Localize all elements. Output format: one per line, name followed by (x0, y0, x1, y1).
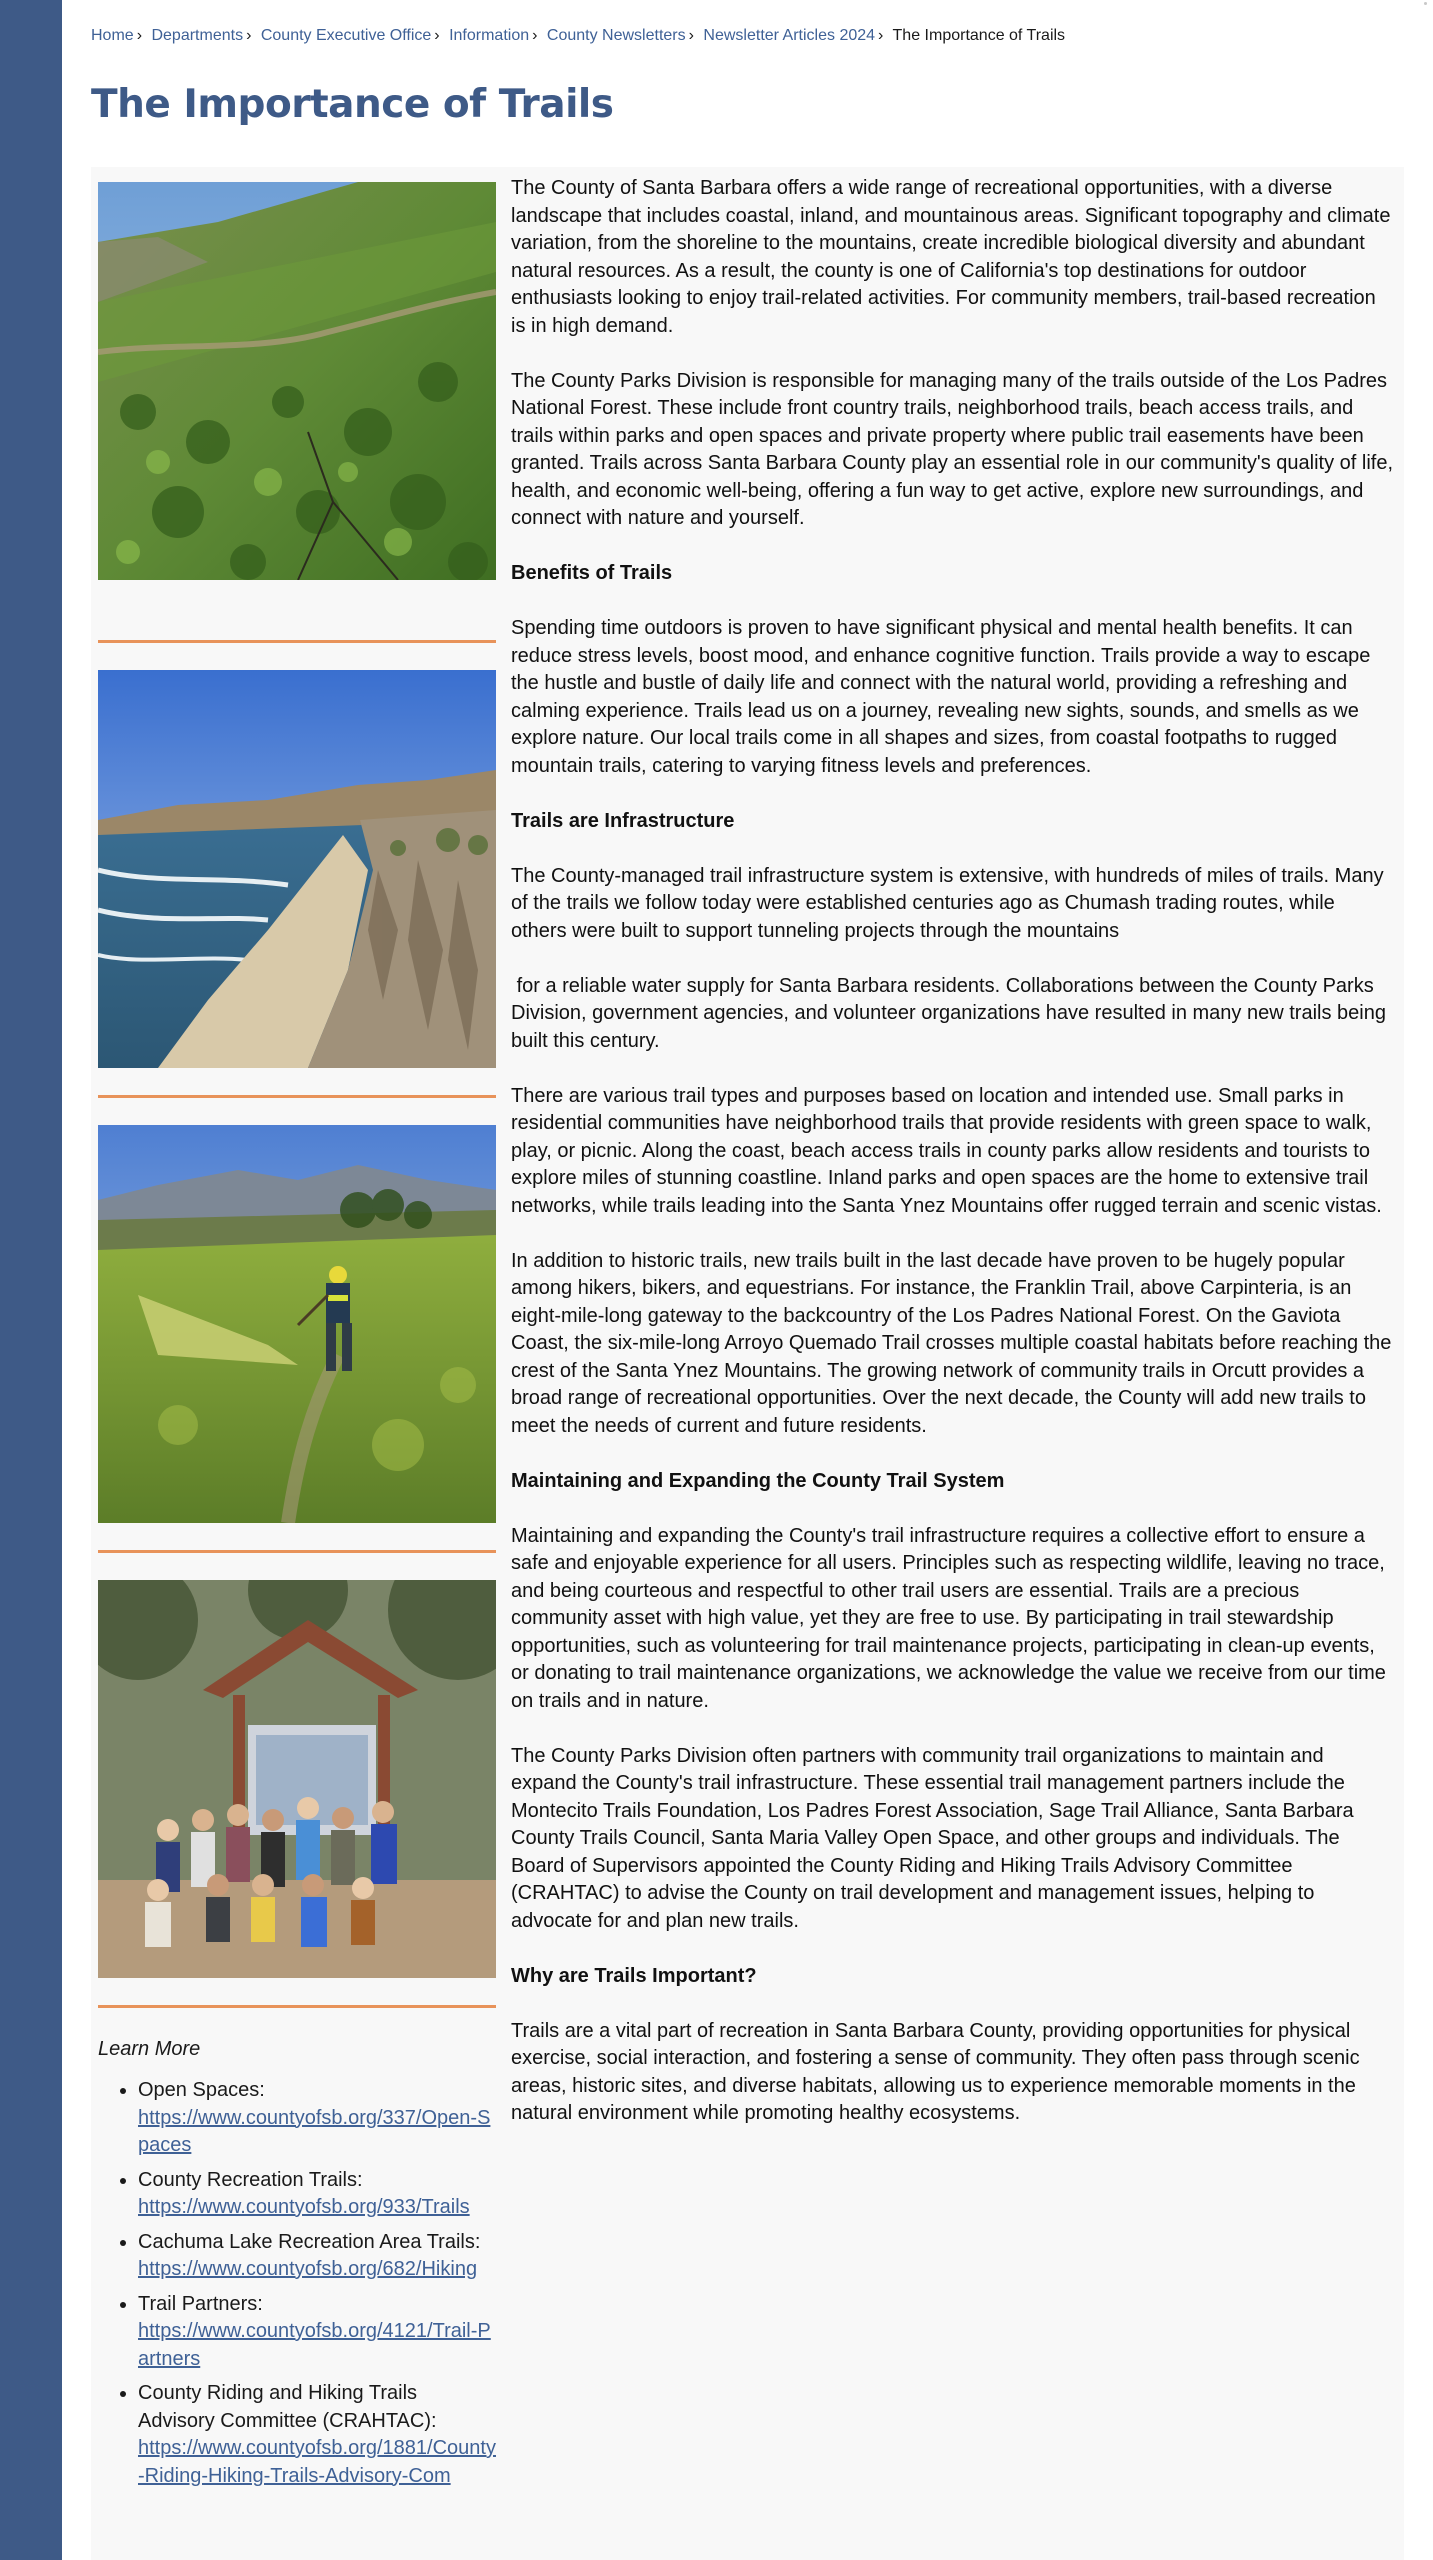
breadcrumb-county-executive-office[interactable]: County Executive Office (260, 27, 432, 44)
link-county-recreation-trails[interactable]: https://www.countyofsb.org/933/Trails (138, 2196, 470, 2218)
article-panel (91, 167, 1404, 2560)
article-paragraph: The County Parks Division is responsible for managing many of the trails outside of the Los Padres National Forest. These include front country trails, neighborhood trails, beach access trails, and trails within parks and open spaces and private property where public trail easements have been granted. Trails across Santa Barbara County play an essential role in our community's quality of life, health, and economic well-being, offering a fun way to get active, explore new surroundings, and connect with nature and yourself. (511, 369, 1394, 529)
link-trail-partners[interactable]: https://www.countyofsb.org/4121/Trail-Partners (138, 2320, 491, 2370)
list-item (138, 2380, 496, 2490)
breadcrumb-information[interactable]: Information (449, 27, 530, 44)
photo-hillside-trail (98, 182, 496, 580)
breadcrumb-home[interactable]: Home (91, 27, 134, 44)
article-paragraph: The County of Santa Barbara offers a wide range of recreational opportunities, with a diverse landscape that includes coastal, inland, and mountainous areas. Significant topography and climate variation, from the shoreline to the mountains, create incredible biological diversity and abundant natural resources. As a result, the county is one of California's top destinations for outdoor enthusiasts looking to enjoy trail-related activities. For community members, trail-based recreation is in high demand. (511, 177, 1391, 337)
photo-gap (98, 580, 496, 640)
list-item (138, 2167, 496, 2222)
article-paragraph: The County Parks Division often partners with community trail organizations to maintain and expand the County's trail infrastructure. These essential trail management partners include the Montecito Trails Foundation, Los Padres Forest Association, Sage Trail Alliance, Santa Barbara County Trails Council, Santa Maria Valley Open Space, and other groups and individuals. The Board of Supervisors appointed the County Riding and Hiking Trails Advisory Committee (CRAHTAC) to advise the County on trail development and management issues, helping to advocate for and plan new trails. (511, 1744, 1354, 1932)
article-paragraph: Trails are a vital part of recreation in Santa Barbara County, providing opportunities for physical exercise, social interaction, and fostering a sense of community. They often pass through scenic areas, historic sites, and diverse habitats, allowing us to experience memorable moments in the natural environment while promoting healthy ecosystems. (511, 2019, 1360, 2124)
list-item (138, 2077, 496, 2160)
link-label-open-spaces: Open Spaces: (138, 2079, 265, 2101)
breadcrumb-separator: › (878, 27, 884, 44)
breadcrumb-separator: › (532, 27, 538, 44)
section-heading-maintaining: Maintaining and Expanding the County Trail System (511, 1469, 1005, 1492)
link-label-trail-partners: Trail Partners: (138, 2292, 263, 2315)
section-heading-benefits: Benefits of Trails (511, 562, 673, 584)
learn-more-heading: Learn More (98, 2038, 201, 2060)
photo-gap (98, 1098, 496, 1125)
article-paragraph: Maintaining and expanding the County's trail infrastructure requires a collective effort to ensure a safe and enjoyable experience for all users. Principles such as respecting wildlife, leaving no trace, and being courteous and respectful to other trail users are essential. Trails are a precious community asset with high value, yet they are free to use. By participating in trail stewardship opportunities, such as volunteering for trail maintenance projects, participating in clean-up events, or donating to trail maintenance organizations, we acknowledge the value we receive from our time on trails and in nature. (511, 1524, 1386, 1712)
photo-gap (98, 1068, 496, 1095)
breadcrumb-newsletter-articles-2024[interactable]: Newsletter Articles 2024 (703, 27, 876, 44)
link-label-cachuma-lake: Cachuma Lake Recreation Area Trails: (138, 2230, 481, 2253)
link-label-crahtac: County Riding and Hiking Trails Advisory Committee (CRAHTAC): (138, 2382, 437, 2432)
list-item (138, 2229, 496, 2284)
link-label-county-recreation-trails: County Recreation Trails: (138, 2168, 363, 2191)
breadcrumb (91, 26, 1065, 46)
article-paragraph: for a reliable water supply for Santa Barbara residents. Collaborations between the County Parks Division, government agencies, and volunteer organizations have resulted in many new trails being built this century. (511, 974, 1392, 1052)
page-title: The Importance of Trails (91, 82, 614, 127)
article-body (511, 175, 1394, 2155)
article-paragraph: Spending time outdoors is proven to have significant physical and mental health benefits. It can reduce stress levels, boost mood, and enhance cognitive function. Trails provide a way to escape the hustle and bustle of daily life and connect with the natural world, providing a refreshing and calming experience. Trails lead us on a journey, revealing new sights, sounds, and smells as we explore nature. Our local trails come in all shapes and sizes, from coastal footpaths to rugged mountain trails, catering to varying fitness levels and preferences. (511, 617, 1371, 777)
learn-more-list (98, 2077, 496, 2497)
left-brand-bar (0, 0, 62, 2560)
breadcrumb-separator: › (434, 27, 440, 44)
photo-coastline-bluffs (98, 670, 496, 1068)
breadcrumb-separator: › (246, 27, 252, 44)
link-cachuma-lake-hiking[interactable]: https://www.countyofsb.org/682/Hiking (138, 2258, 478, 2280)
link-crahtac[interactable]: https://www.countyofsb.org/1881/County-Riding-Hiking-Trails-Advisory-Com (138, 2437, 496, 2487)
photo-divider (98, 2005, 496, 2008)
photo-trail-maintenance (98, 1125, 496, 1523)
breadcrumb-separator: › (136, 27, 143, 44)
breadcrumb-departments[interactable]: Departments (151, 27, 244, 44)
breadcrumb-county-newsletters[interactable]: County Newsletters (546, 27, 686, 44)
breadcrumb-current: The Importance of Trails (892, 27, 1066, 44)
article-paragraph: There are various trail types and purposes based on location and intended use. Small parks in residential communities have neighborhood trails that provide residents with green space to walk, play, or picnic. Along the coast, beach access trails in county parks allow residents and tourists to explore miles of stunning coastline. Inland parks and open spaces are the home to extensive trail networks, while trails leading into the Santa Ynez Mountains offer rugged terrain and scenic vistas. (511, 1084, 1382, 1217)
list-item (138, 2291, 496, 2374)
photo-column (98, 182, 496, 2008)
photo-volunteer-group (98, 1580, 496, 1978)
photo-gap (98, 1978, 496, 2005)
breadcrumb-separator: › (688, 27, 694, 44)
photo-gap (98, 643, 496, 670)
photo-gap (98, 1553, 496, 1580)
link-open-spaces[interactable]: https://www.countyofsb.org/337/Open-Spaces (138, 2106, 491, 2156)
corner-dot (1424, 2, 1427, 5)
section-heading-infrastructure: Trails are Infrastructure (511, 809, 735, 832)
section-heading-why: Why are Trails Important? (511, 1964, 757, 1987)
article-paragraph: In addition to historic trails, new trails built in the last decade have proven to be hugely popular among hikers, bikers, and equestrians. For instance, the Franklin Trail, above Carpinteria, is an eight-mile-long gateway to the backcountry of the Los Padres National Forest. On the Gaviota Coast, the six-mile-long Arroyo Quemado Trail crosses multiple coastal habitats before reaching the crest of the Santa Ynez Mountains. The growing network of community trails in Orcutt provides a broad range of recreational opportunities. Over the next decade, the County will add new trails to meet the needs of current and future residents. (511, 1249, 1392, 1437)
article-paragraph: The County-managed trail infrastructure system is extensive, with hundreds of miles of trails. Many of the trails we follow today were established centuries ago as Chumash trading routes, while others were built to support tunneling projects through the mountains (511, 864, 1384, 942)
photo-gap (98, 1523, 496, 1550)
